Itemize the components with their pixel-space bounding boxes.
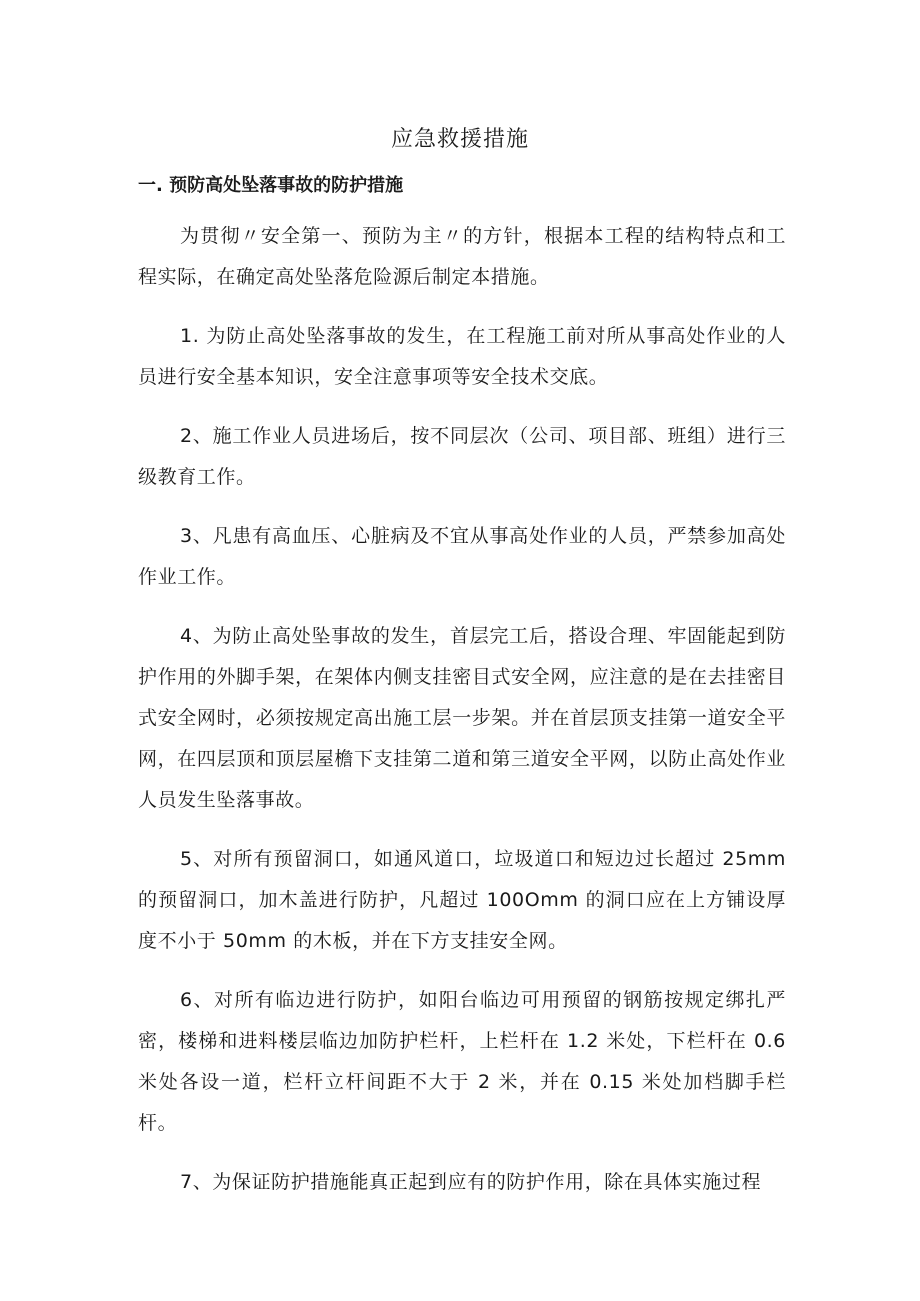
document-title: 应急救援措施 bbox=[390, 127, 529, 152]
paragraph-1: 1. 为防止高处坠落事故的发生，在工程施工前对所从事高处作业的人员进行安全基本知识，安全注意事项等安全技术交底。 bbox=[138, 325, 786, 388]
paragraph-2: 2、施工作业人员进场后，按不同层次（公司、项目部、班组）进行三级教育工作。 bbox=[138, 425, 786, 488]
paragraph-4: 4、为防止高处坠事故的发生，首层完工后，搭设合理、牢固能起到防护作用的外脚手架，在架体内侧支挂密目式安全网，应注意的是在去挂密目式安全网时，必须按规定高出施工层一步架。并在首层顶支挂第一道安全平网，在四层顶和顶层屋檐下支挂第二道和第三道安全平网，以防止高处作业人员发生坠落事故。 bbox=[138, 625, 786, 811]
paragraph-intro: 为贯彻〃安全第一、预防为主〃的方针，根据本工程的结构特点和工程实际，在确定高处坠落危险源后制定本措施。 bbox=[138, 225, 786, 288]
paragraph-3: 3、凡患有高血压、心脏病及不宜从事高处作业的人员，严禁参加高处作业工作。 bbox=[138, 525, 786, 588]
paragraph-6: 6、对所有临边进行防护，如阳台临边可用预留的钢筋按规定绑扎严密，楼梯和进料楼层临边加防护栏杆，上栏杆在 1.2 米处，下栏杆在 0.6 米处各设一道，栏杆立杆间距不大于 2 米，并在 0.15 米处加档脚手栏杆。 bbox=[138, 989, 786, 1134]
body-text bbox=[138, 216, 786, 1221]
paragraph-5: 5、对所有预留洞口，如通风道口，垃圾道口和短边过长超过 25mm 的预留洞口，加木盖进行防护，凡超过 100Omm 的洞口应在上方铺设厚度不小于 50mm 的木板，并在下方支挂安全网。 bbox=[138, 848, 786, 952]
section-heading: 一. 预防高处坠落事故的防护措施 bbox=[138, 175, 404, 196]
paragraph-7: 7、为保证防护措施能真正起到应有的防护作用，除在具体实施过程 bbox=[180, 1171, 762, 1193]
